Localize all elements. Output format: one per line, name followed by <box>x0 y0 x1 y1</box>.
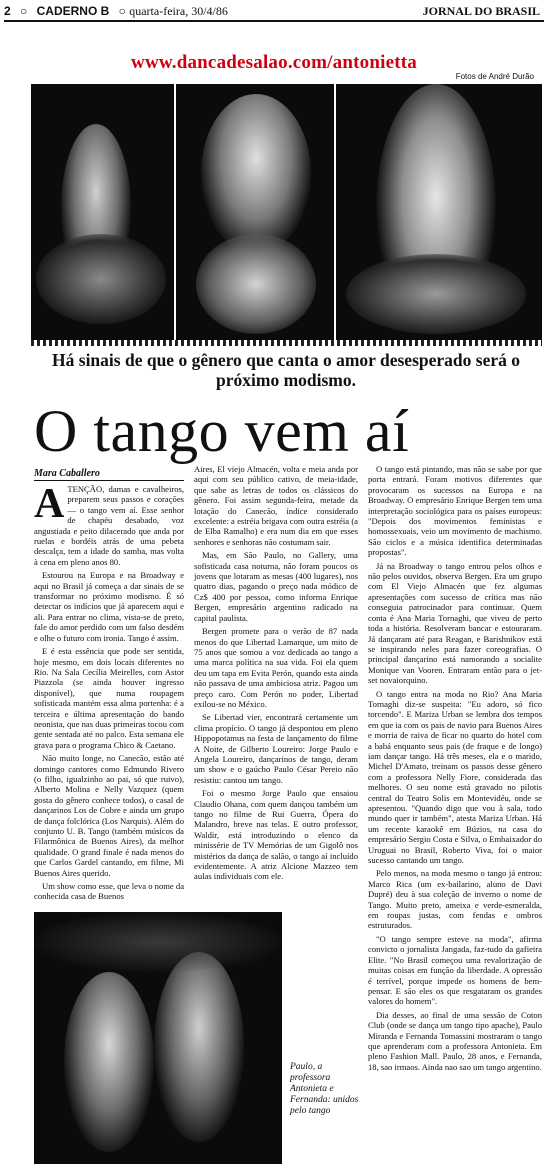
issue-date: quarta-feira, 30/4/86 <box>129 4 228 18</box>
paragraph: "O tango sempre esteve na moda", afirma convicto o jornalista Jangada, faz-tudo da gafieira Elite. "No Brasil começou uma revalorização de muitas coisas em função da liberdade. A opressão é terrível, porque impede os homens de bem-pensar. E são eles os que resgataram os grandes valores do homem". <box>368 933 542 1007</box>
drop-cap: A <box>34 484 65 527</box>
byline-rule <box>34 480 184 481</box>
paragraph: Já na Broadway o tango entrou pelos olhos e não pelos ouvidos, observa Bergen. Era um grupo com El Viejo Almacén que fez algumas apresentações com sucesso de crítica mas não conseguia patrocinador para continuar. Quem conta é Ana Maria Tornaghi, que viveu de perto toda a história. Resolveram bancar e estouraram. Já dançaram até para Reagan, e Barishnikov está se inspirando neles para fazer coreografias. O principal dançarino está namorando a socialite Monique van Vooren. Entraram então para o jet-set novaiorquino. <box>368 560 542 686</box>
paragraph: E é esta essência que pode ser sentida, hoje mesmo, em dois locais diferentes no Rio. Na Sala Cecília Meirelles, com Astor Piazzola (se ainda houver ingresso disponível), que numa roupagem sofisticada mantém essa alma portenha: é a terceira e última apresentação do bando neonista, que nas duas primeiras tocou com gente sentada até no palco. Esta semana ele grava para o programa Chico & Caetano. <box>34 646 184 750</box>
page-number: 2 <box>4 4 11 18</box>
paragraph: Se Libertad vier, encontrará certamente um clima propício. O tango já despontou em pleno Hippopotamus na festa de lançamento do filme A Noite, de Gilberto Loureiro: Jorge Paulo e Angela Loureiro, dançarinos de tango, deram um show e o gaúcho Paulo César Pereio não resistiu: cantou um tango. <box>194 712 358 785</box>
article-column-2 <box>194 464 358 909</box>
photo-credit: Fotos de André Durão <box>455 72 534 81</box>
header-rule <box>4 20 544 22</box>
watermark-url: www.dancadesalao.com/antonietta <box>131 52 417 73</box>
paragraph: Um show como esse, que leva o nome da conhecida casa de Buenos <box>34 881 184 902</box>
paragraph: O tango entra na moda no Rio? Ana Maria Tornaghi diz-se suspeita: "Eu adoro, só fico torcendo". E Mariza Urban se lembra dos tempos em que ia com os pais de navio para Buenos Aires e morria de raiva de ficar no quarto do hotel com a babá enquanto seus pais (de fraque e de longo) iam dançar tango. Há três meses, ela e o marido, Michel D'Amato, treinam os passos desse gênero com a professora Nelly Fiore, considerada das melhores. O seu nome está gravado no pilotis central do Teatro Solis em Montevidéu, onde se apresentou. "Quando digo que vou à sala, todo mundo quer ir também", atesta Mariza Urban. Há um recente karaokê em Búzios, na casa do empresário Sergio Costa e Silva, o Embaixador do Uruguai no Brasil, Roberto Viva, foi o maior sucesso cantando um tango. <box>368 688 542 866</box>
paragraph: O tango está pintando, mas não se sabe por que porta entrará. Foram motivos diferentes que provocaram os sucessos na Europa e na Broadway. O empresário Enrique Bergen tem uma interpretação sociológica para os países europeus: "Depois dos movimentos feministas e homossexuais, veio um movimento de machismo. São ciclos e a música identifica determinadas propostas". <box>368 464 542 558</box>
bullet-icon: ○ <box>118 4 126 18</box>
dance-photo-1 <box>31 84 174 340</box>
paragraph: Não muito longe, no Canecão, estão até domingo cantores como Edmundo Rivero (o filho, igualzinho ao pai, só que ruivo), Alberto Molina e Nelly Vazquez (quem gosta do gênero conhece todos), o casal de dançarinos Los de Cobre e ainda um grupo de dança folclórica (Los Narquis). Além do conjunto U. B. Tango (também músicos da Filarmônica de Buenos Aires), da melhor qualidade. O grand finale é nada menos do que Carlos Gardel cantando, em filme, Mi Buenos Aires querido. <box>34 753 184 878</box>
dance-photo-3 <box>336 84 542 340</box>
paragraph: Foi o mesmo Jorge Paulo que ensaiou Claudio Ohana, com quem dançou também um tango no filme de Rui Guerra, Ópera do Malandro, breve nas telas. E outro professor, Waldir, está introduzindo o elenco da minissérie de TV Memórias de um Gigolô nos mistérios da dança de salão, o tango aí incluído evidentemente. A atriz Alcione Mazzeo tem aulas individuais com ele. <box>194 788 358 882</box>
article-column-3 <box>368 464 542 1154</box>
paragraph: TENÇÃO, damas e cavalheiros, preparem seus passos e corações — o tango vem aí. Esse senhor de chapéu desabado, voz angustiada e peito dilacerado que anda por ruelas e bordéis atrás de uma pebeta descalça, tem a idade do samba, mas volta à cena em pleno anos 80. <box>34 484 184 567</box>
paragraph: Estourou na Europa e na Broadway e aqui no Brasil já começa a dar sinais de se transformar no próximo modismo. É só detectar os indícios que já aparecem aqui e ali. Para entrar no clima, vista-se de preto, fale do amor perdido com um falso desdém e olhe o futuro com ironia. Tango é assim. <box>34 570 184 643</box>
paragraph: Mas, em São Paulo, no Gallery, uma sofisticada casa noturna, não foram poucos os jovens que lotaram as mesas (400 lugares), nos quatro dias, pagando o preço nada módico de Cz$ 400 por pessoa, como informa Enrique Bergen, empresário argentino radicado na capital paulista. <box>194 550 358 623</box>
header-left <box>4 4 228 19</box>
dancers-photo <box>34 912 282 1164</box>
article-deck: Há sinais de que o gênero que canta o amor desesperado será o próximo modismo. <box>52 350 520 390</box>
article-column-1 <box>34 484 184 909</box>
bullet-icon: ○ <box>20 4 28 18</box>
newspaper-name: JORNAL DO BRASIL <box>422 4 540 18</box>
paragraph: Dia desses, ao final de uma sessão de Coton Club (onde se dança um tango tipo apache), Paulo Miranda e Fernanda Tomassini mostraram o tango que aprenderam com a professora Antonieta. Em pleno Fashion Mall. Paulo, 28 anos, e Fernanda, 18, sao irmaos. Ainda nao sao um tango argentino. <box>368 1009 542 1072</box>
paragraph: Bergen promete para o verão de 87 nada menos do que Libertad Lamarque, um mito de 75 anos que somou a voz dedicada ao tango a uma marca política na sua vida. Foi ela quem deu um tapa em Evita Perón, quando esta ainda não passava de uma ambiciosa atriz. Pagou um preço caro. Com Perón no poder, Libertad exilou-se no México. <box>194 626 358 709</box>
paragraph: Pelo menos, na moda mesmo o tango já entrou: Marco Rica (um ex-bailarino, aluno de Davi Dupré) deu à sua coleção de inverno o nome de Tango. Muito preto, ameixa e verde-esmeralda, em roupas justas, com fendas e ombros estruturados. <box>368 868 542 931</box>
article-headline: O tango vem aí <box>34 398 410 464</box>
photo-border-stripe <box>31 340 542 346</box>
page-header <box>0 0 548 38</box>
paragraph: Aires, El viejo Almacén, volta e meia anda por aqui com seu público cativo, de meia-idade, que sabe as letras de todos os clássicos do gênero. Foi assim segunda-feira, metade da lotação do Canecão, índice considerado excelente: a estréia brigava com outra estréia (a de Elba Ramalho) e era num dia em que esses senhores e senhoras não costumam sair. <box>194 464 358 547</box>
section-name: CADERNO B <box>36 4 110 18</box>
byline: Mara Caballero <box>34 468 100 479</box>
dance-photo-2 <box>176 84 334 340</box>
photo-caption: Paulo, a professora Antonieta e Fernanda: unidos pelo tango <box>290 1062 359 1116</box>
